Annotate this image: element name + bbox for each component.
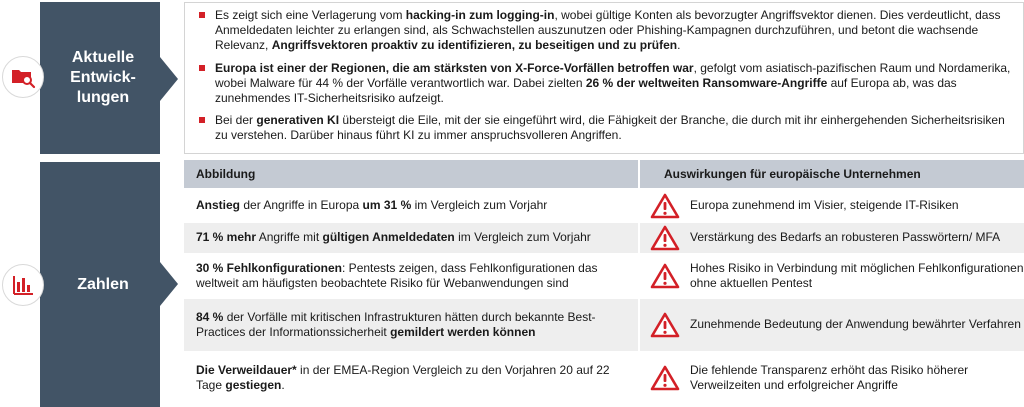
- bullet-item: Bei der generativen KI übersteigt die Eile, mit der sie eingeführt wird, die Fähigkeit der Branche, die durch mit ihr einhergehenden Sicherheitsrisiken zu verstehen. Darüber hinaus führt KI zu immer anspruchsvolleren Angriffen.: [195, 113, 1013, 143]
- section-developments-arrow: [160, 57, 178, 101]
- row-figure: 84 % der Vorfälle mit kritischen Infrastrukturen hätten durch bekannte Best-Practices der Informationssicherheit gemildert werden können: [184, 299, 640, 351]
- bar-chart-icon: [2, 264, 44, 306]
- header-impact: Auswirkungen für europäische Unternehmen: [664, 167, 921, 181]
- section-numbers-arrow: [160, 262, 178, 306]
- warning-icon: [650, 225, 680, 251]
- table-row: [184, 299, 1024, 351]
- section-developments-panel: [40, 2, 160, 154]
- warning-icon: [650, 312, 680, 338]
- row-impact: Europa zunehmend im Visier, steigende IT-Risiken: [640, 190, 1024, 222]
- section-numbers-panel: [40, 162, 160, 407]
- section-numbers-label: Zahlen: [77, 275, 129, 293]
- bullet-item: Es zeigt sich eine Verlagerung vom hacking-in zum logging-in, wobei gültige Konten als bevorzugter Angriffsvektor dienen. Dies verdeutlicht, dass Anmeldedaten leichter zu erlangen sind, als Schwachstellen auszunutzen oder Phishing-Kampagnen durchzuführen, und betont die wachsende Relevanz, Angriffsvektoren proaktiv zu identifizieren, zu beseitigen und zu prüfen.: [195, 8, 1013, 54]
- table-header: [184, 160, 1024, 188]
- row-figure: 71 % mehr Angriffe mit gültigen Anmeldedaten im Vergleich zum Vorjahr: [184, 223, 640, 253]
- row-impact: Zunehmende Bedeutung der Anwendung bewährter Verfahren: [640, 299, 1024, 351]
- row-impact: Die fehlende Transparenz erhöht das Risiko höherer Verweilzeiten und erfolgreicher Angriffe: [640, 352, 1024, 404]
- bullet-marker: [199, 12, 205, 18]
- bullet-marker: [199, 65, 205, 71]
- section-developments-label: Aktuelle Entwick- lungen: [70, 49, 136, 106]
- header-figure: Abbildung: [184, 160, 640, 188]
- warning-icon: [650, 365, 680, 391]
- bullet-marker: [199, 117, 205, 123]
- row-impact: Verstärkung des Bedarfs an robusteren Passwörtern/ MFA: [640, 223, 1024, 253]
- warning-icon: [650, 263, 680, 289]
- row-figure: Die Verweildauer* in der EMEA-Region Vergleich zu den Vorjahren 20 auf 22 Tage gestiegen.: [184, 352, 640, 404]
- table-row: [184, 223, 1024, 253]
- row-figure: Anstieg der Angriffe in Europa um 31 % im Vergleich zum Vorjahr: [184, 190, 640, 222]
- row-figure: 30 % Fehlkonfigurationen: Pentests zeigen, dass Fehlkonfigurationen das weltweit am häufigsten beobachtete Risiko für Webanwendungen sind: [184, 254, 640, 298]
- numbers-table: [184, 160, 1024, 407]
- table-row: [184, 352, 1024, 404]
- table-row: [184, 190, 1024, 222]
- developments-box: [184, 2, 1024, 154]
- table-row: [184, 254, 1024, 298]
- folder-search-icon: [2, 56, 44, 98]
- row-impact: Hohes Risiko in Verbindung mit möglichen Fehlkonfigurationen ohne aktuellen Pentest: [640, 254, 1024, 298]
- warning-icon: [650, 193, 680, 219]
- bullet-item: Europa ist einer der Regionen, die am stärksten von X-Force-Vorfällen betroffen war, gefolgt vom asiatisch-pazifischen Raum und Nordamerika, wobei Malware für 44 % der Vorfälle verantwortlich war. Dabei zielten 26 % der weltweiten Ransomware-Angriffe auf Europa ab, was das zunehmendes IT-Sicherheitsrisiko aufzeigt.: [195, 61, 1013, 107]
